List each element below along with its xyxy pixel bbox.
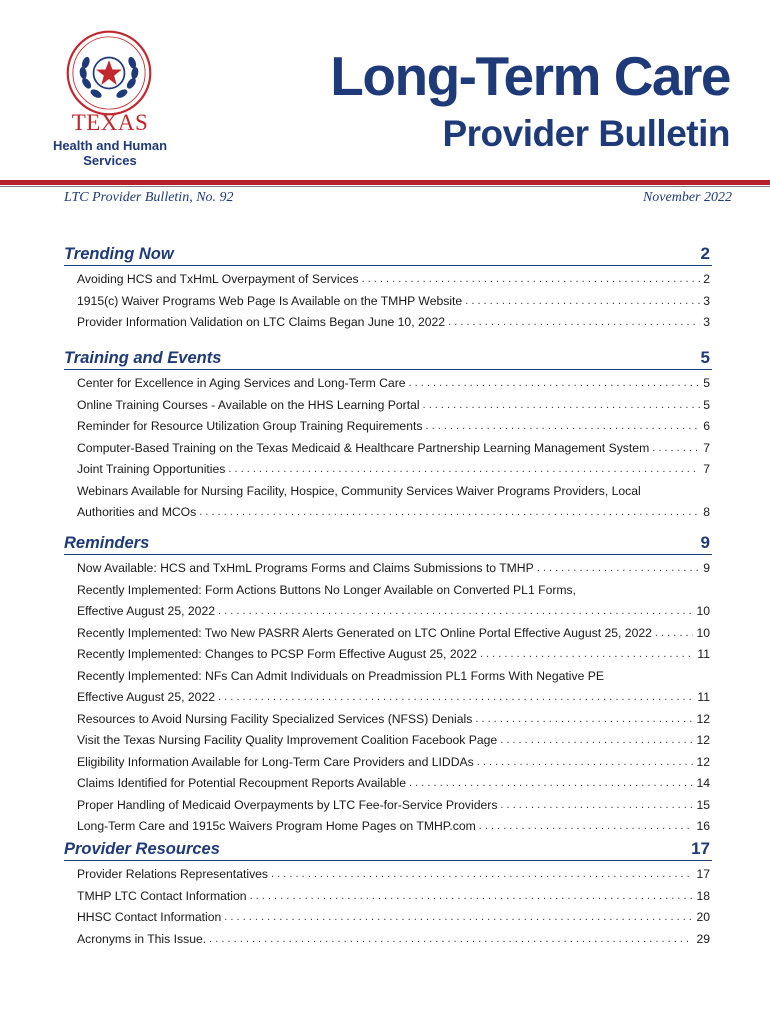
dot-leader [199, 502, 700, 524]
section-header[interactable] [64, 837, 712, 861]
bulletin-subtitle: Provider Bulletin [442, 113, 730, 154]
toc-entry-title: Center for Excellence in Aging Services and Long-Term Care [77, 376, 406, 390]
dot-leader [655, 623, 694, 645]
toc-entry[interactable] [77, 752, 712, 774]
toc-entry[interactable] [77, 373, 712, 395]
toc-entry-title: TMHP LTC Contact Information [77, 888, 247, 903]
toc-entry[interactable] [77, 291, 712, 313]
toc-entry-page: 29 [696, 931, 710, 946]
toc-entry-page: 18 [696, 888, 710, 903]
dot-leader [218, 601, 693, 623]
toc-entry-title: Recently Implemented: Form Actions Buttons No Longer Available on Converted PL1 Forms, [77, 582, 577, 597]
toc-entry-title: Long-Term Care and 1915c Waivers Program Home Pages on TMHP.com [77, 819, 476, 833]
toc-entry-page: 11 [697, 647, 710, 661]
toc-entry-page: 7 [703, 440, 710, 455]
dot-leader [448, 312, 700, 334]
toc-entry-page: 10 [696, 625, 710, 640]
dot-leader [652, 438, 700, 460]
dot-leader [224, 907, 693, 929]
toc-section-trending-now [64, 242, 712, 334]
dot-leader [500, 730, 693, 752]
toc-entry-title: HHSC Contact Information [77, 910, 222, 924]
toc-entry-page: 3 [703, 293, 710, 308]
toc-section-provider-resources [64, 837, 712, 950]
dot-leader [537, 558, 700, 580]
toc-entry-page: 9 [703, 561, 710, 575]
org-name-texas: TEXAS [71, 110, 149, 135]
toc-entry[interactable] [77, 709, 712, 731]
header-divider-thin [0, 186, 770, 187]
toc-entry-title: Eligibility Information Available for Long-Term Care Providers and LIDDAs [77, 754, 474, 769]
header-divider [0, 180, 770, 185]
section-page-number: 2 [700, 244, 710, 263]
toc-entry-page: 5 [703, 376, 710, 390]
toc-entry-title: Now Available: HCS and TxHmL Programs Forms and Claims Submissions to TMHP [77, 561, 534, 575]
toc-entry-title: Visit the Texas Nursing Facility Quality Improvement Coalition Facebook Page [77, 733, 498, 747]
toc-entry[interactable] [77, 864, 712, 886]
toc-entry-page: 14 [696, 776, 710, 790]
toc-entry[interactable] [77, 395, 712, 417]
dot-leader [465, 291, 700, 313]
dot-leader [218, 687, 694, 709]
toc-entry[interactable] [77, 907, 712, 929]
toc-entry-page: 10 [696, 604, 710, 618]
toc-entry-page: 6 [703, 419, 710, 433]
toc-entry-title: Resources to Avoid Nursing Facility Specialized Services (NFSS) Denials [77, 711, 473, 726]
section-header[interactable] [64, 242, 712, 266]
toc-entry-page: 3 [703, 315, 710, 329]
toc-entry-title: Recently Implemented: Two New PASRR Alerts Generated on LTC Online Portal Effective August 25, 2022 [77, 625, 652, 640]
toc-entry[interactable] [77, 438, 712, 460]
toc-entry[interactable] [77, 312, 712, 334]
toc-entry-page: 5 [703, 397, 710, 412]
toc-entry[interactable] [77, 773, 712, 795]
toc-entry-title-continued: Effective August 25, 2022 [77, 604, 216, 618]
section-title: Training and Events [64, 349, 222, 367]
toc-entry-page: 2 [703, 272, 710, 286]
toc-entry[interactable] [77, 558, 712, 580]
toc-entry-page: 12 [696, 733, 710, 747]
toc-entry[interactable] [77, 623, 712, 645]
section-header[interactable] [64, 531, 712, 555]
dot-leader [409, 373, 701, 395]
toc-entry[interactable] [77, 416, 712, 438]
toc-entry[interactable] [77, 886, 712, 908]
toc-entry-title: Avoiding HCS and TxHmL Overpayment of Services [77, 272, 359, 286]
toc-entry-title: Claims Identified for Potential Recoupment Reports Available [77, 776, 407, 790]
toc-entry[interactable] [77, 481, 712, 524]
toc-entry[interactable] [77, 644, 712, 666]
toc-entry-title: Computer-Based Training on the Texas Medicaid & Healthcare Partnership Learning Management System [77, 440, 650, 455]
dot-leader [271, 864, 693, 886]
toc-entry[interactable] [77, 269, 712, 291]
toc-entry-title: Recently Implemented: NFs Can Admit Individuals on Preadmission PL1 Forms With Negative PE [77, 668, 604, 683]
toc-entry[interactable] [77, 730, 712, 752]
toc-entry-title: Online Training Courses - Available on the HHS Learning Portal [77, 397, 420, 412]
toc-entry-title: 1915(c) Waiver Programs Web Page Is Available on the TMHP Website [77, 293, 463, 308]
bulletin-title: Long-Term Care [330, 45, 730, 107]
toc-section-reminders [64, 531, 712, 838]
toc-entry[interactable] [77, 580, 712, 623]
toc-entry[interactable] [77, 459, 712, 481]
section-page-number: 5 [700, 348, 710, 367]
bulletin-number: LTC Provider Bulletin, No. 92 [64, 190, 234, 205]
section-page-number: 17 [691, 839, 710, 858]
toc-entry-page: 17 [696, 867, 710, 881]
toc-entry-page: 16 [696, 819, 710, 833]
toc-entry-title-continued: Authorities and MCOs [77, 505, 197, 519]
section-title: Trending Now [64, 245, 174, 263]
toc-entry-title: Provider Relations Representatives [77, 867, 269, 881]
dot-leader [362, 269, 701, 291]
texas-hhs-seal-logo [66, 30, 152, 116]
org-name-line2: Services [83, 153, 137, 168]
toc-entry-page: 8 [703, 505, 710, 519]
bulletin-date: November 2022 [642, 190, 732, 205]
toc-entry-title: Joint Training Opportunities [77, 462, 226, 476]
dot-leader [477, 752, 694, 774]
dot-leader [425, 416, 700, 438]
dot-leader [479, 816, 694, 838]
dot-leader [250, 886, 694, 908]
toc-entry-page: 12 [696, 711, 710, 726]
dot-leader [423, 395, 701, 417]
section-page-number: 9 [700, 533, 710, 552]
toc-entry[interactable] [77, 666, 712, 709]
toc-entry-title: Recently Implemented: Changes to PCSP Form Effective August 25, 2022 [77, 647, 477, 661]
section-title: Reminders [64, 534, 150, 552]
section-title: Provider Resources [64, 840, 220, 858]
toc-entry[interactable] [77, 816, 712, 838]
toc-entry-title: Acronyms in This Issue. [77, 931, 207, 946]
toc-entry-title: Reminder for Resource Utilization Group Training Requirements [77, 419, 423, 433]
toc-entry-page: 12 [696, 754, 710, 769]
toc-entry-page: 11 [697, 690, 710, 704]
toc-entry-title-continued: Effective August 25, 2022 [77, 690, 216, 704]
toc-entry[interactable] [77, 929, 712, 951]
dot-leader [475, 709, 693, 731]
toc-entry-title: Webinars Available for Nursing Facility, Hospice, Community Services Waiver Programs Providers, Local [77, 483, 641, 498]
dot-leader [480, 644, 694, 666]
toc-section-training-and-events [64, 346, 712, 524]
toc-entry-page: 20 [696, 910, 710, 924]
org-name-line1: Health and Human [52, 138, 168, 153]
dot-leader [500, 795, 693, 817]
dot-leader [409, 773, 693, 795]
toc-entry-title: Provider Information Validation on LTC Claims Began June 10, 2022 [77, 315, 446, 329]
toc-entry-page: 7 [703, 462, 710, 476]
dot-leader [209, 929, 693, 951]
toc-entry[interactable] [77, 795, 712, 817]
dot-leader [228, 459, 700, 481]
section-header[interactable] [64, 346, 712, 370]
toc-entry-title: Proper Handling of Medicaid Overpayments by LTC Fee-for-Service Providers [77, 797, 498, 812]
toc-entry-page: 15 [696, 797, 710, 812]
